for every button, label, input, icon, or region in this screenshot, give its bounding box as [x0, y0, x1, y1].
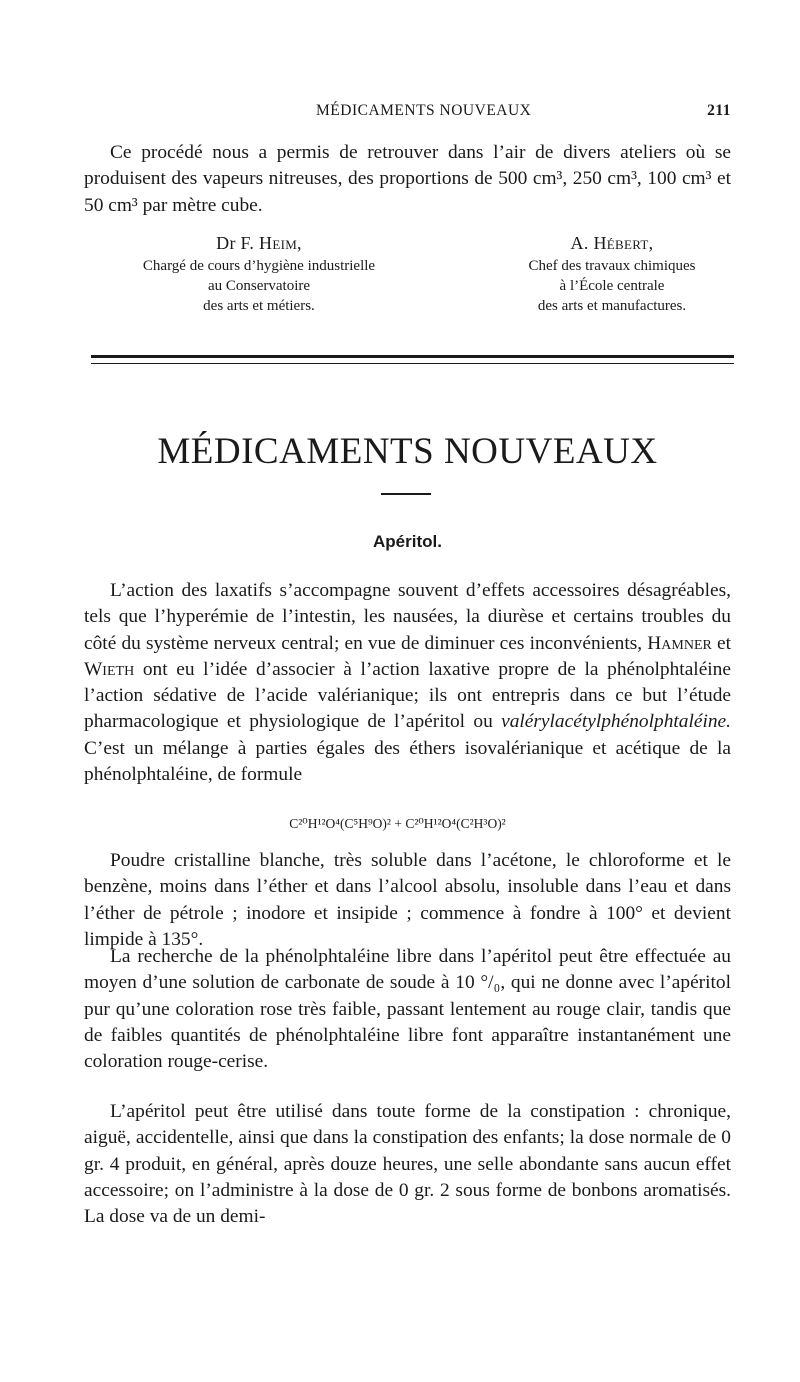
- signature-right-line1: Chef des travaux chimiques: [528, 258, 696, 274]
- body-paragraph-1-part-d: C’est un mélange à parties égales des éthers isovalérianique et acétique de la phénolphtaléine, de formule: [84, 737, 731, 786]
- running-head-title: MÉDICAMENTS NOUVEAUX: [316, 102, 532, 119]
- signature-right-line2: à l’École centrale: [559, 278, 665, 294]
- body-paragraph-1-part-a: L’action des laxatifs s’accompagne souvent d’effets accessoires désagréables, tels que l’hyperémie de l’intestin, les nausées, la diurèse et certains troubles du côté du système nerveux central; en vue de diminuer ces inconvénients,: [84, 580, 731, 654]
- title-underline: [381, 493, 431, 495]
- signature-left-line2: au Conservatoire: [207, 278, 311, 294]
- signature-right: [492, 230, 732, 316]
- body-paragraph-1-part-c: ont eu l’idée d’associer à l’action laxative propre de la phénolphtaléine l’action sédative de l’acide valérianique; ils ont entrepris dans ce but l’étude pharmacologique et physiologique de l’apéritol ou: [84, 658, 731, 733]
- body-paragraph-2: Poudre cristalline blanche, très soluble dans l’acétone, le chloroforme et le benzène, moins dans l’éther et dans l’alcool absolu, insoluble dans l’eau et dans l’éther de pétrole ; inodore et insipide ; commence à fondre à 100° et devient limpide à 135°.: [84, 850, 731, 950]
- section-divider-thin: [91, 363, 734, 364]
- section-subtitle: Apéritol.: [373, 532, 442, 551]
- signature-right-surname: Hébert,: [593, 233, 654, 253]
- signature-left-line1: Chargé de cours d’hygiène industrielle: [142, 258, 376, 274]
- body-paragraph-3: La recherche de la phénolphtaléine libre dans l’apéritol peut être effectuée au moyen d’une solution de carbonate de soude à 10 °/₀, qui ne donne avec l’apéritol pur qu’une coloration rose très faible, passant lentement au rouge clair, tandis que de faibles quantités de phénolphtaléine libre font apparaître instantanément une coloration rouge-cerise.: [84, 946, 731, 1073]
- signature-right-name: [492, 230, 732, 256]
- signature-left-line3: des arts et métiers.: [203, 298, 315, 314]
- signature-left-prefix: Dr: [216, 233, 236, 253]
- chemical-name: valérylacétylphénolphtaléine.: [501, 711, 731, 733]
- signature-left: [114, 230, 404, 316]
- body-paragraph-1-part-b: et: [717, 632, 731, 654]
- signature-right-line3: des arts et manufactures.: [537, 298, 687, 314]
- intro-paragraph: Ce procédé nous a permis de retrouver dans l’air de divers ateliers où se produisent des vapeurs nitreuses, des proportions de 500 cm³, 250 cm³, 100 cm³ et 50 cm³ par mètre cube.: [84, 142, 731, 216]
- page-number: 211: [707, 102, 731, 119]
- section-divider-thick: [91, 355, 734, 358]
- author-wieth: Wieth: [84, 658, 135, 680]
- signature-right-initial: A.: [570, 233, 589, 253]
- chemical-formula: C²⁰H¹²O⁴(C⁵H⁹O)² + C²⁰H¹²O⁴(C²H³O)²: [289, 816, 506, 831]
- body-paragraph-1: [84, 578, 731, 788]
- running-head: [84, 102, 731, 126]
- signature-left-initial: F.: [240, 233, 255, 253]
- signature-left-surname: Heim,: [259, 233, 302, 253]
- signature-left-name: [114, 230, 404, 256]
- body-paragraph-4: L’apéritol peut être utilisé dans toute forme de la constipation : chronique, aiguë, accidentelle, ainsi que dans la constipation des enfants; la dose normale de 0 gr. 4 produit, en général, après douze heures, une selle abondante sans aucun effet accessoire; on l’administre à la dose de 0 gr. 2 sous forme de bonbons aromatisés. La dose va de un demi-: [84, 1101, 731, 1228]
- author-hamner: Hamner: [647, 632, 712, 654]
- section-title: MÉDICAMENTS NOUVEAUX: [157, 431, 658, 472]
